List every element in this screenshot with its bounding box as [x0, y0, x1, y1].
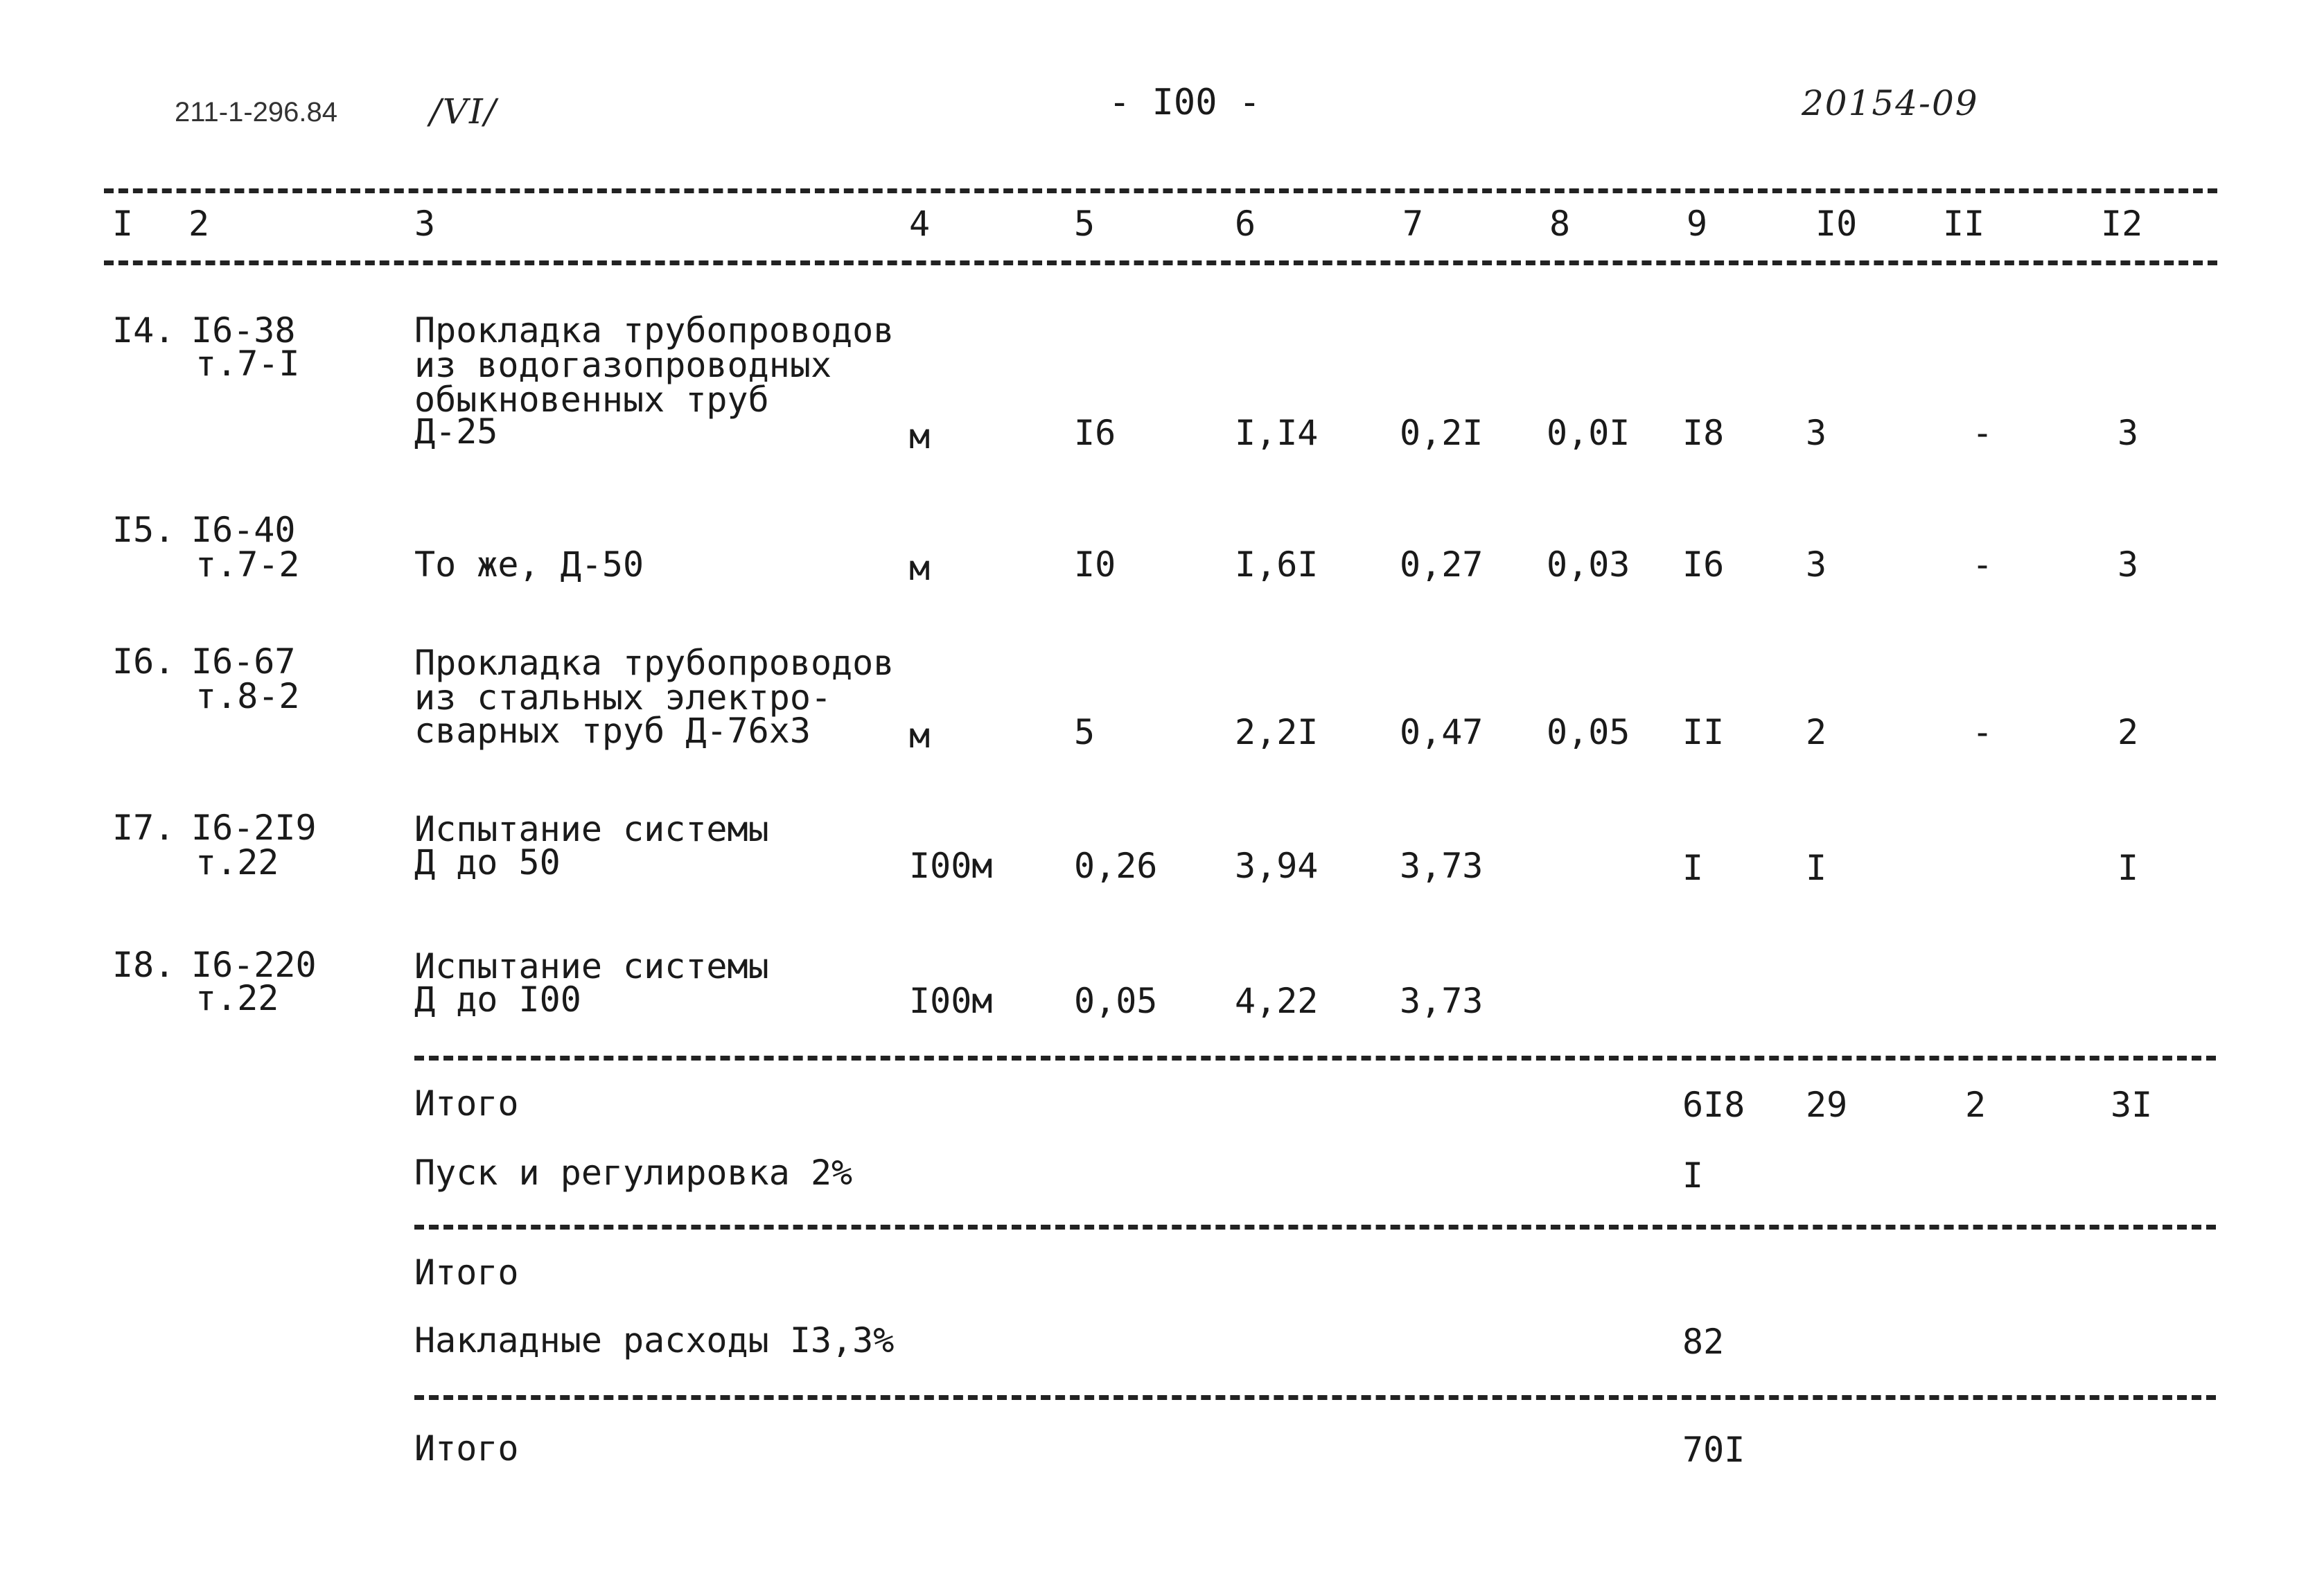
row-description: из водогазопроводных	[414, 345, 832, 385]
col-10-value: 3	[1806, 544, 1827, 585]
startup-adjustment-value: I	[1682, 1155, 1704, 1196]
column-header: 7	[1402, 204, 1424, 244]
row-description: Испытание системы	[414, 946, 769, 986]
column-header: 4	[909, 204, 931, 244]
col-12-value: I	[2118, 848, 2139, 888]
total-col-9: 6I8	[1682, 1085, 1745, 1125]
column-header: II	[1943, 204, 1985, 244]
column-header: I2	[2101, 204, 2143, 244]
col-9-value: II	[1682, 712, 1725, 752]
col-12-value: 3	[2118, 413, 2139, 453]
quantity: 5	[1074, 712, 1095, 752]
quantity: 0,26	[1074, 846, 1158, 886]
col-6-value: 4,22	[1235, 981, 1319, 1021]
quantity: I6	[1074, 413, 1116, 453]
column-header: 9	[1687, 204, 1708, 244]
col-9-value: I6	[1682, 544, 1725, 585]
row-description: Д до I00	[414, 979, 581, 1020]
norm-code: I6-67	[191, 641, 296, 682]
norm-table: т.7-I	[195, 344, 300, 384]
column-header: I	[112, 204, 134, 244]
unit: м	[909, 416, 931, 456]
row-description: сварных труб Д-76х3	[414, 711, 811, 751]
norm-table: т.22	[195, 978, 279, 1018]
norm-code: I6-2I9	[191, 808, 317, 848]
grand-total-value: 70I	[1682, 1430, 1745, 1470]
col-11-value: -	[1972, 413, 1993, 453]
row-number: I5.	[112, 510, 175, 550]
col-8-value: 0,05	[1547, 712, 1630, 752]
row-number: I8.	[112, 945, 175, 985]
col-10-value: 2	[1806, 712, 1827, 752]
column-header: 2	[188, 204, 210, 244]
col-12-value: 3	[2118, 544, 2139, 585]
col-8-value: 0,03	[1547, 544, 1630, 585]
col-6-value: I,I4	[1235, 413, 1319, 453]
row-number: I6.	[112, 641, 175, 682]
row-number: I7.	[112, 808, 175, 848]
norm-code: I6-38	[191, 310, 296, 351]
overhead-value: 82	[1682, 1322, 1725, 1362]
totals-rule	[414, 1225, 2216, 1230]
unit: м	[909, 548, 931, 588]
column-header: 8	[1549, 204, 1571, 244]
norm-table: т.8-2	[195, 676, 300, 716]
col-6-value: I,6I	[1235, 544, 1319, 585]
row-description: из стальных электро-	[414, 677, 832, 718]
startup-adjustment-label: Пуск и регулировка 2%	[414, 1153, 853, 1193]
total-label: Итого	[414, 1252, 519, 1293]
overhead-label: Накладные расходы I3,3%	[414, 1320, 895, 1360]
unit: I00м	[909, 981, 993, 1021]
row-description: Д до 50	[414, 842, 561, 883]
norm-table: т.22	[195, 842, 279, 883]
col-7-value: 3,73	[1400, 846, 1484, 886]
row-description: Д-25	[414, 411, 498, 452]
col-7-value: 0,27	[1400, 544, 1484, 585]
unit: м	[909, 716, 931, 756]
column-header: 6	[1235, 204, 1256, 244]
quantity: 0,05	[1074, 981, 1158, 1021]
header-bottom-rule	[104, 260, 2217, 265]
quantity: I0	[1074, 544, 1116, 585]
col-8-value: 0,0I	[1547, 413, 1630, 453]
document-code: 211-1-296.84	[175, 97, 337, 127]
col-6-value: 3,94	[1235, 846, 1319, 886]
norm-table: т.7-2	[195, 544, 300, 585]
norm-code: I6-40	[191, 510, 296, 550]
row-number: I4.	[112, 310, 175, 351]
total-col-11: 2	[1965, 1085, 1987, 1125]
total-label: Итого	[414, 1083, 519, 1124]
page-number: - I00 -	[1109, 82, 1261, 123]
row-description: То же, Д-50	[414, 544, 644, 585]
col-6-value: 2,2I	[1235, 712, 1319, 752]
document-mark: /VI/	[430, 91, 498, 132]
col-11-value: -	[1972, 712, 1993, 752]
grand-total-label: Итого	[414, 1428, 519, 1469]
col-7-value: 0,2I	[1400, 413, 1484, 453]
col-9-value: I8	[1682, 413, 1725, 453]
col-10-value: I	[1806, 848, 1827, 888]
column-header: I0	[1815, 204, 1858, 244]
row-description: Прокладка трубопроводов	[414, 310, 895, 351]
column-header: 5	[1074, 204, 1095, 244]
total-col-10: 29	[1806, 1085, 1848, 1125]
column-header: 3	[414, 204, 436, 244]
col-7-value: 3,73	[1400, 981, 1484, 1021]
totals-rule	[414, 1056, 2216, 1061]
row-description: Испытание системы	[414, 809, 769, 849]
row-description: Прокладка трубопроводов	[414, 643, 895, 683]
header-top-rule	[104, 188, 2217, 193]
col-11-value: -	[1972, 544, 1993, 585]
col-9-value: I	[1682, 848, 1704, 888]
col-12-value: 2	[2118, 712, 2139, 752]
archive-number: 20154-09	[1802, 83, 1979, 123]
totals-rule	[414, 1395, 2216, 1400]
col-10-value: 3	[1806, 413, 1827, 453]
col-7-value: 0,47	[1400, 712, 1484, 752]
total-col-12: 3I	[2111, 1085, 2153, 1125]
row-description: обыкновенных труб	[414, 380, 769, 420]
norm-code: I6-220	[191, 945, 317, 985]
unit: I00м	[909, 846, 993, 886]
